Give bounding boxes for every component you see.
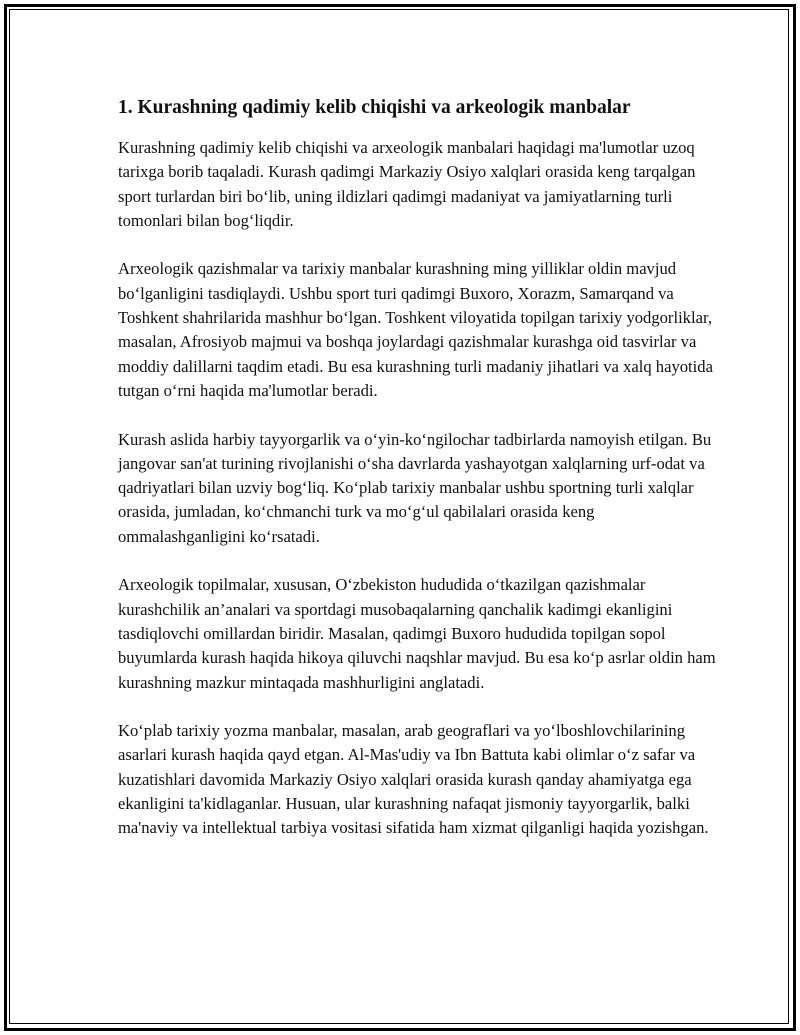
document-body xyxy=(118,94,718,865)
section-title: 1. Kurashning qadimiy kelib chiqishi va arkeologik manbalar xyxy=(118,97,631,118)
paragraph-2: Arxeologik qazishmalar va tarixiy manbalar kurashning ming yilliklar oldin mavjud bo‘lganligini tasdiqlaydi. Ushbu sport turi qadimgi Buxoro, Xorazm, Samarqand va Toshkent shahrilarida mashhur bo‘lgan. Toshkent viloyatida topilgan tarixiy yodgorliklar, masalan, Afrosiyob majmui va boshqa joylardagi qazishmalar kurashga oid tasvirlar va moddiy dalillarni taqdim etadi. Bu esa kurashning turli madaniy jihatlari va xalq hayotida tutgan o‘rni haqida ma'lumotlar beradi. xyxy=(118,259,713,400)
paragraph-3: Kurash aslida harbiy tayyorgarlik va o‘yin-ko‘ngilochar tadbirlarda namoyish etilgan. Bu jangovar san'at turining rivojlanishi o‘sha davrlarda yashayotgan xalqlarning urf-odat va qadriyatlari bilan uzviy bog‘liq. Ko‘plab tarixiy manbalar ushbu sportning turli xalqlar orasida, jumladan, ko‘chmanchi turk va mo‘g‘ul qabilalari orasida keng ommalashganligini ko‘rsatadi. xyxy=(118,429,712,546)
paragraph-5: Ko‘plab tarixiy yozma manbalar, masalan, arab geograflari va yo‘lboshlovchilarining asarlari kurash haqida qayd etgan. Al-Mas'udiy va Ibn Battuta kabi olimlar o‘z safar va kuzatishlari davomida Markaziy Osiyo xalqlari orasida kurash qanday ahamiyatga ega ekanligini ta'kidlaganlar. Husuan, ular kurashning nafaqat jismoniy tayyorgarlik, balki ma'naviy va intellektual tarbiya vositasi sifatida ham xizmat qilganligi haqida yozishgan. xyxy=(118,721,709,838)
paragraph-4: Arxeologik topilmalar, xususan, O‘zbekiston hududida o‘tkazilgan qazishmalar kurashchilik an’analari va sportdagi musobaqalarning qanchalik kadimgi ekanligini tasdiqlovchi omillardan biridir. Masalan, qadimgi Buxoro hududida topilgan sopol buyumlarda kurash haqida hikoya qiluvchi naqshlar mavjud. Bu esa ko‘p asrlar oldin ham kurashning mazkur mintaqada mashhurligini anglatadi. xyxy=(118,575,716,692)
paragraph-1: Kurashning qadimiy kelib chiqishi va arxeologik manbalari haqidagi ma'lumotlar uzoq tarixga borib taqaladi. Kurash qadimgi Markaziy Osiyo xalqlari orasida keng tarqalgan sport turlardan biri bo‘lib, uning ildizlari qadimgi madaniyat va jamiyatlarning turli tomonlari bilan bog‘liqdir. xyxy=(118,138,696,230)
